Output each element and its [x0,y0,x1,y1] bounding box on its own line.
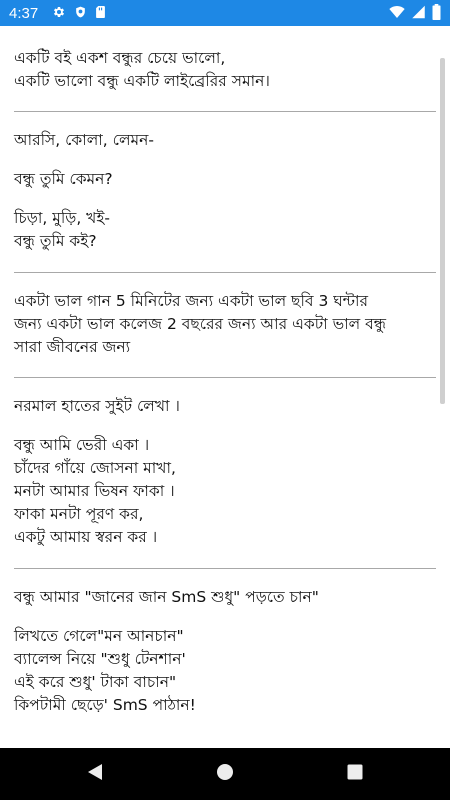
post-line: বন্ধু তুমি কেমন? [14,170,113,188]
post-line: একটু আমায় স্বরন কর । [14,528,158,546]
post-line: নরমাল হাতের সুইট লেখা । [14,397,180,415]
post-line: আরসি, কোলা, লেমন- [14,131,154,149]
home-button[interactable] [160,748,290,800]
wifi-icon [389,4,405,24]
post-line: বন্ধু তুমি কই? [14,232,97,250]
post-line: চাঁদের গাঁয়ে জোসনা মাখা, [14,459,176,477]
post-line: বন্ধু আমার "জানের জান SmS শুধু" পড়তে চান" [14,588,319,606]
post-line: সারা জীবনের জন্য [14,338,131,356]
back-icon [87,763,103,785]
status-bar [0,0,450,26]
sms-post[interactable] [0,586,450,717]
post-line: লিখতে গেলে"মন আনচান" [14,627,184,645]
recents-button[interactable] [290,748,420,800]
signal-icon [411,4,426,24]
post-line: জন্য একটা ভাল কলেজ 2 বছরের জন্য আর একটা ভাল বন্ধু [14,315,386,333]
navigation-bar [0,748,450,800]
post-line: কিপটামী ছেড়ে' SmS পাঠান! [14,696,196,714]
post-line: চিড়া, মুড়ি, খই- [14,209,111,227]
post-line: একটি বই একশ বন্ধুর চেয়ে ভালো, [14,49,226,67]
post-line: এই করে শুধু' টাকা বাচান" [14,673,177,691]
sms-post[interactable] [0,129,450,253]
battery-icon [432,4,441,24]
home-icon [216,763,234,785]
sms-post[interactable] [0,47,450,93]
post-line: একটি ভালো বন্ধু একটি লাইব্রেরির সমান। [14,72,270,90]
post-line: বন্ধু আমি ভেরী একা । [14,436,150,454]
post-line: ব্যালেন্স নিয়ে "শুধু টেনশান' [14,650,186,668]
post-line: একটা ভাল গান 5 মিনিটের জন্য একটা ভাল ছবি 3 ঘন্টার [14,292,369,310]
post-line: ফাকা মনটা পূরণ কর, [14,505,144,523]
back-button[interactable] [30,748,160,800]
sms-list[interactable] [0,26,450,748]
post-line: মনটা আমার ভিষন ফাকা । [14,482,175,500]
sd-card-icon [95,4,106,23]
shield-icon [74,4,87,23]
gear-icon [52,4,66,23]
recents-icon [347,764,363,784]
sms-post[interactable] [0,395,450,549]
scrollbar[interactable] [440,58,445,404]
status-time: 4:37 [9,4,39,22]
sms-post[interactable] [0,290,450,359]
